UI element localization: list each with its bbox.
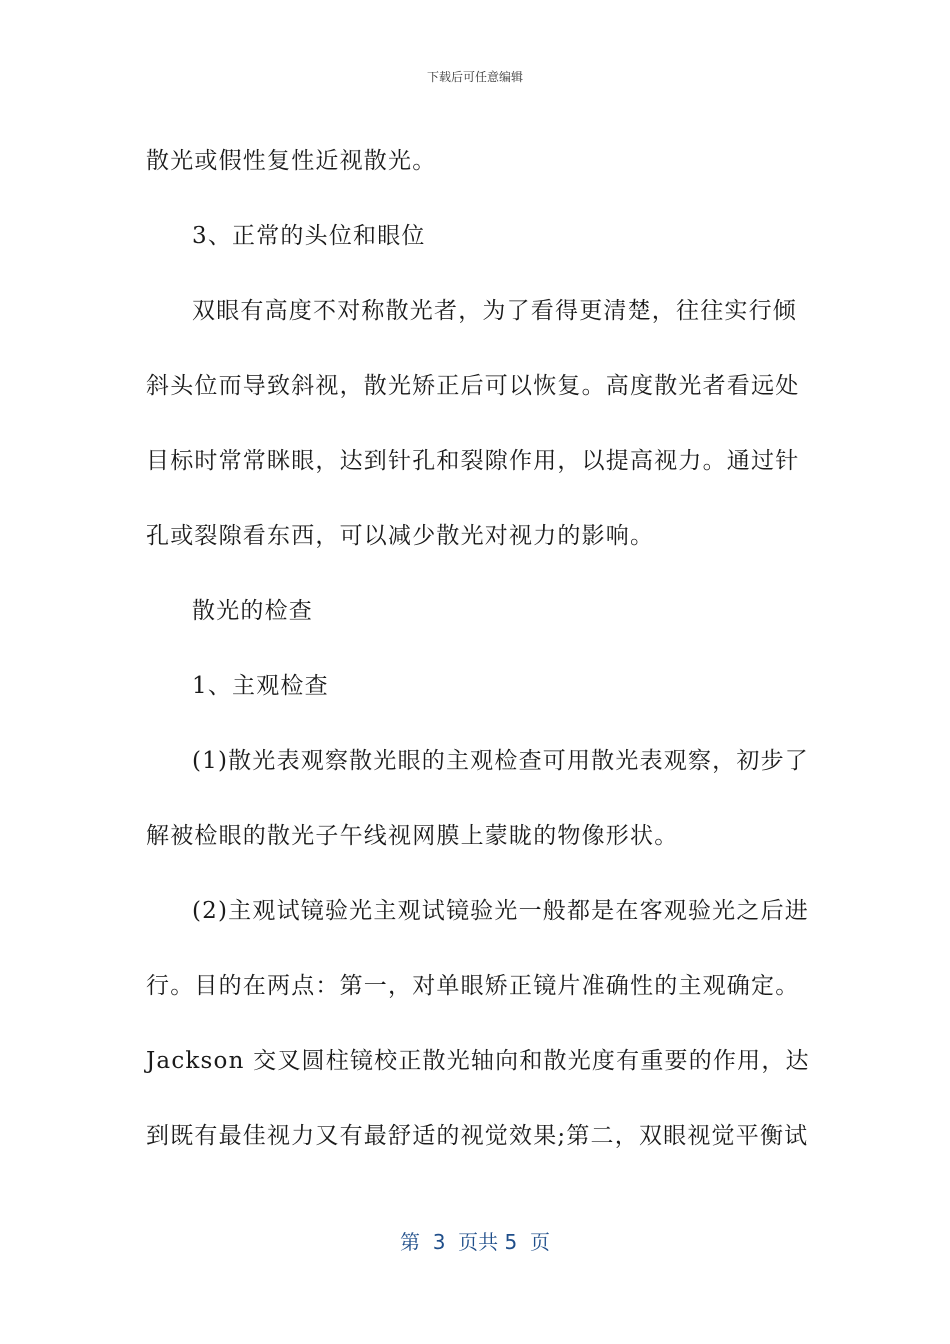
text-line: 双眼有高度不对称散光者，为了看得更清楚，往往实行倾 <box>192 298 797 324</box>
text-line: (2)主观试镜验光主观试镜验光一般都是在客观验光之后进 <box>192 898 809 924</box>
header-note: 下载后可任意编辑 <box>426 70 523 84</box>
text-line: 散光或假性复性近视散光。 <box>146 148 437 174</box>
section-heading: 1、主观检查 <box>192 673 329 699</box>
text-line: 斜头位而导致斜视，散光矫正后可以恢复。高度散光者看远处 <box>146 373 800 399</box>
text-line: Jackson 交叉圆柱镜校正散光轴向和散光度有重要的作用，达 <box>146 1048 810 1074</box>
text-line: 到既有最佳视力又有最舒适的视觉效果;第二，双眼视觉平衡试 <box>146 1123 809 1149</box>
page-number: 第 3 页共 5 页 <box>400 1230 550 1254</box>
text-line: (1)散光表观察散光眼的主观检查可用散光表观察，初步了 <box>192 748 809 774</box>
text-line: 目标时常常眯眼，达到针孔和裂隙作用，以提高视力。通过针 <box>146 448 800 474</box>
text-line: 孔或裂隙看东西，可以减少散光对视力的影响。 <box>146 523 655 549</box>
text-line: 行。目的在两点：第一，对单眼矫正镜片准确性的主观确定。 <box>146 973 800 999</box>
section-heading: 3、正常的头位和眼位 <box>192 223 426 249</box>
document-body <box>146 124 810 1174</box>
section-heading: 散光的检查 <box>192 598 313 624</box>
text-line: 解被检眼的散光子午线视网膜上蒙眬的物像形状。 <box>146 823 679 849</box>
